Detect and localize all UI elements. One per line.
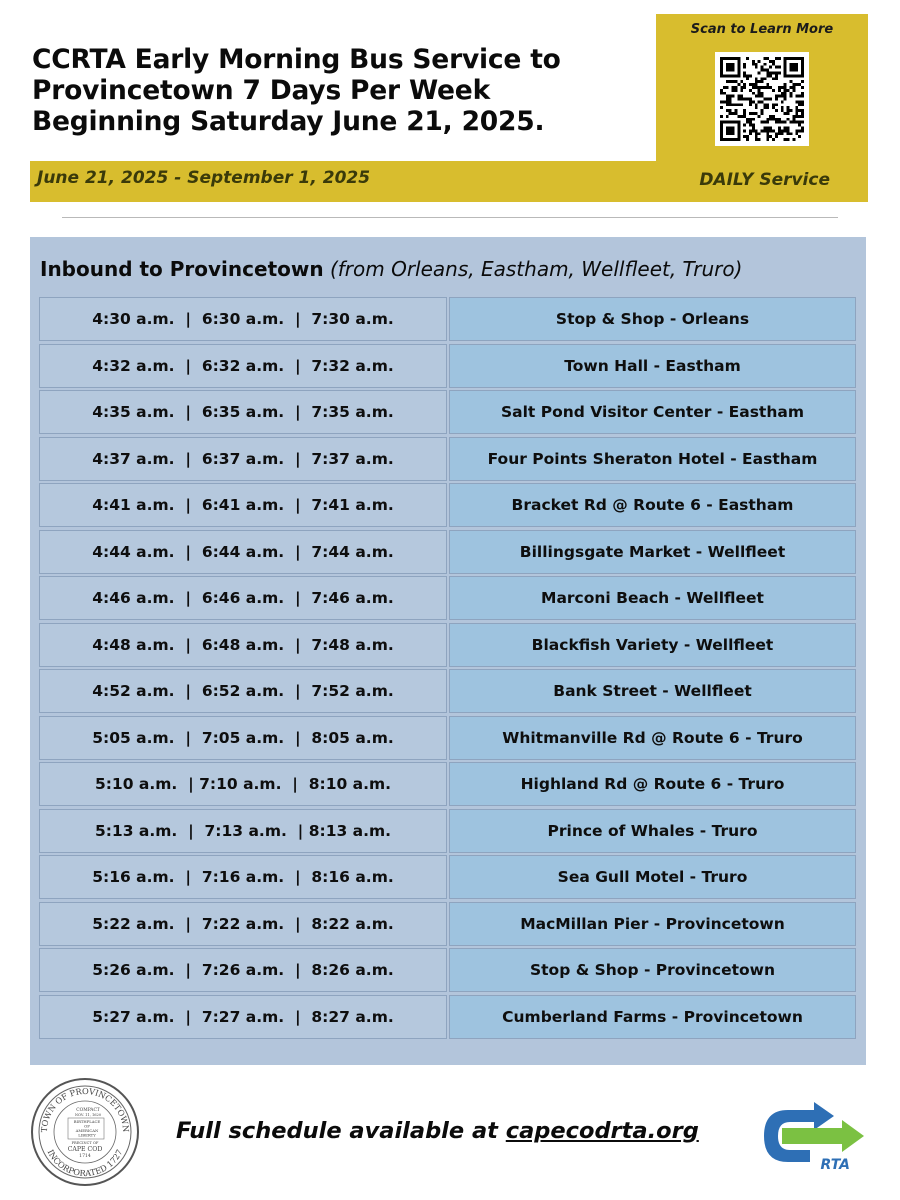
schedule-stop: Four Points Sheraton Hotel - Eastham bbox=[449, 437, 856, 481]
schedule-times: 5:16 a.m. | 7:16 a.m. | 8:16 a.m. bbox=[39, 855, 447, 899]
svg-text:PRECINCT OF: PRECINCT OF bbox=[71, 1141, 99, 1145]
schedule-times: 5:22 a.m. | 7:22 a.m. | 8:22 a.m. bbox=[39, 902, 447, 946]
schedule-row bbox=[39, 297, 856, 341]
schedule-stop: Marconi Beach - Wellfleet bbox=[449, 576, 856, 620]
page-title bbox=[32, 44, 652, 137]
schedule-times: 5:05 a.m. | 7:05 a.m. | 8:05 a.m. bbox=[39, 716, 447, 760]
schedule-times: 4:41 a.m. | 6:41 a.m. | 7:41 a.m. bbox=[39, 483, 447, 527]
svg-text:COMPACT: COMPACT bbox=[76, 1108, 100, 1113]
schedule-stop: Bracket Rd @ Route 6 - Eastham bbox=[449, 483, 856, 527]
scan-label: Scan to Learn More bbox=[690, 22, 834, 37]
seal-ring-bottom: INCORPORATED 1727 bbox=[45, 1147, 125, 1179]
footer-prefix: Full schedule available at bbox=[176, 1118, 506, 1144]
schedule-stop: Prince of Whales - Truro bbox=[449, 809, 856, 853]
schedule-stop: MacMillan Pier - Provincetown bbox=[449, 902, 856, 946]
svg-text:1714: 1714 bbox=[79, 1154, 91, 1159]
schedule-stop: Cumberland Farms - Provincetown bbox=[449, 995, 856, 1039]
schedule-stop: Blackfish Variety - Wellfleet bbox=[449, 623, 856, 667]
schedule-times: 4:48 a.m. | 6:48 a.m. | 7:48 a.m. bbox=[39, 623, 447, 667]
schedule-row bbox=[39, 623, 856, 667]
title-line-1: CCRTA Early Morning Bus Service to bbox=[32, 44, 561, 75]
schedule-times: 5:10 a.m. | 7:10 a.m. | 8:10 a.m. bbox=[39, 762, 447, 806]
schedule-heading bbox=[40, 257, 742, 281]
schedule-row bbox=[39, 483, 856, 527]
schedule-stop: Salt Pond Visitor Center - Eastham bbox=[449, 390, 856, 434]
schedule-stop: Whitmanville Rd @ Route 6 - Truro bbox=[449, 716, 856, 760]
schedule-row bbox=[39, 855, 856, 899]
svg-text:NOV. 11, 1620: NOV. 11, 1620 bbox=[74, 1113, 102, 1117]
footer-note bbox=[176, 1118, 699, 1144]
schedule-times: 4:35 a.m. | 6:35 a.m. | 7:35 a.m. bbox=[39, 390, 447, 434]
schedule-stop: Stop & Shop - Orleans bbox=[449, 297, 856, 341]
schedule-times: 4:30 a.m. | 6:30 a.m. | 7:30 a.m. bbox=[39, 297, 447, 341]
svg-text:AMERICAN: AMERICAN bbox=[75, 1128, 99, 1133]
schedule-row bbox=[39, 530, 856, 574]
schedule-stop: Billingsgate Market - Wellfleet bbox=[449, 530, 856, 574]
schedule-times: 5:27 a.m. | 7:27 a.m. | 8:27 a.m. bbox=[39, 995, 447, 1039]
schedule-times: 5:13 a.m. | 7:13 a.m. | 8:13 a.m. bbox=[39, 809, 447, 853]
svg-text:CAPE COD: CAPE COD bbox=[67, 1146, 103, 1153]
schedule-row bbox=[39, 390, 856, 434]
schedule-row bbox=[39, 995, 856, 1039]
town-seal-icon bbox=[30, 1077, 140, 1187]
schedule-stop: Stop & Shop - Provincetown bbox=[449, 948, 856, 992]
provincetown-seal bbox=[30, 1077, 140, 1187]
schedule-row bbox=[39, 437, 856, 481]
schedule-heading-origins: (from Orleans, Eastham, Wellfleet, Truro) bbox=[329, 257, 743, 281]
schedule-row bbox=[39, 948, 856, 992]
schedule-stop: Bank Street - Wellfleet bbox=[449, 669, 856, 713]
schedule-row bbox=[39, 344, 856, 388]
website-link[interactable]: capecodrta.org bbox=[505, 1118, 699, 1144]
schedule-times: 4:32 a.m. | 6:32 a.m. | 7:32 a.m. bbox=[39, 344, 447, 388]
schedule-row bbox=[39, 809, 856, 853]
title-line-3: Beginning Saturday June 21, 2025. bbox=[32, 106, 545, 137]
schedule-times: 4:46 a.m. | 6:46 a.m. | 7:46 a.m. bbox=[39, 576, 447, 620]
svg-text:BIRTHPLACE: BIRTHPLACE bbox=[73, 1119, 101, 1124]
schedule-panel bbox=[30, 237, 866, 1065]
schedule-row bbox=[39, 576, 856, 620]
title-line-2: Provincetown 7 Days Per Week bbox=[32, 75, 490, 106]
schedule-row bbox=[39, 762, 856, 806]
schedule-row bbox=[39, 902, 856, 946]
schedule-row bbox=[39, 716, 856, 760]
svg-text:OF: OF bbox=[84, 1123, 90, 1129]
logo-text: RTA bbox=[820, 1157, 850, 1173]
schedule-heading-direction: Inbound to Provincetown bbox=[40, 257, 324, 281]
schedule-table bbox=[39, 297, 856, 1041]
svg-text:LIBERTY: LIBERTY bbox=[78, 1132, 96, 1138]
schedule-times: 4:52 a.m. | 6:52 a.m. | 7:52 a.m. bbox=[39, 669, 447, 713]
divider bbox=[62, 217, 838, 218]
schedule-stop: Town Hall - Eastham bbox=[449, 344, 856, 388]
service-label: DAILY Service bbox=[699, 170, 830, 190]
qr-code-icon bbox=[720, 57, 804, 141]
schedule-stop: Sea Gull Motel - Truro bbox=[449, 855, 856, 899]
qr-code[interactable] bbox=[715, 52, 809, 146]
schedule-times: 4:44 a.m. | 6:44 a.m. | 7:44 a.m. bbox=[39, 530, 447, 574]
seal-ring-top: TOWN OF PROVINCETOWN bbox=[38, 1085, 132, 1133]
schedule-stop: Highland Rd @ Route 6 - Truro bbox=[449, 762, 856, 806]
cape-cod-rta-logo bbox=[758, 1096, 868, 1174]
schedule-times: 5:26 a.m. | 7:26 a.m. | 8:26 a.m. bbox=[39, 948, 447, 992]
rta-logo-icon bbox=[758, 1096, 868, 1174]
schedule-times: 4:37 a.m. | 6:37 a.m. | 7:37 a.m. bbox=[39, 437, 447, 481]
schedule-row bbox=[39, 669, 856, 713]
date-range: June 21, 2025 - September 1, 2025 bbox=[37, 168, 371, 188]
